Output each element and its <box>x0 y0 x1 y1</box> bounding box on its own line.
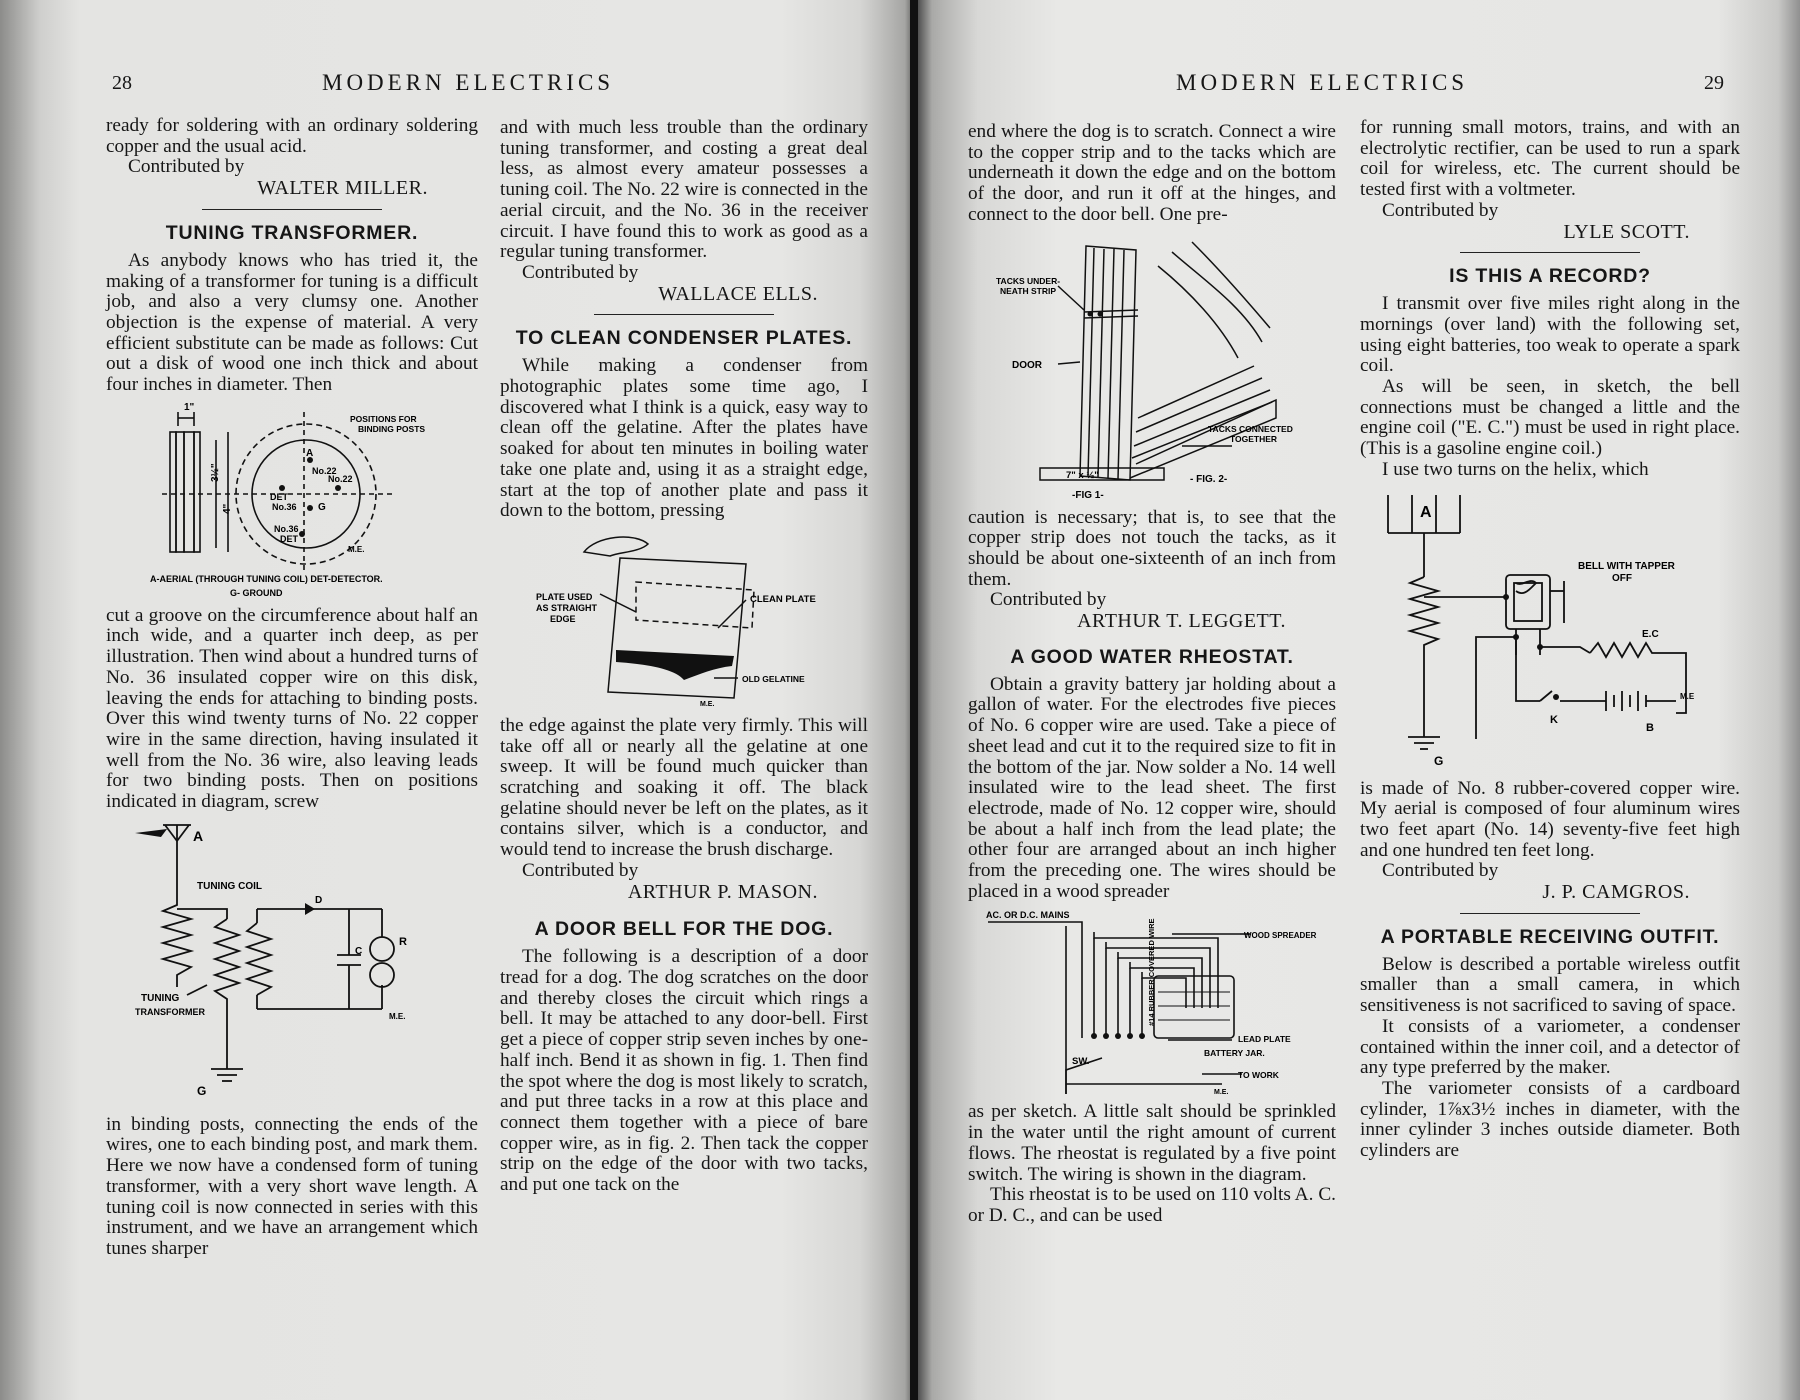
page-number: 28 <box>112 72 132 94</box>
paragraph: cut a groove on the circumference about half an inch wide, and a quarter inch deep, as per illustration. Then wind about a hundred turns of No. 36 insulated copper wire on this disk, leaving the ends for attaching to binding posts. Over this wind twenty turns of No. 22 copper wire in the same direction, having insulated it well from the No. 36 wire, also leaving leads for two binding posts. Then on positions indicated in diagram, screw <box>106 604 478 813</box>
diagram-label: LEAD PLATE <box>1238 1034 1291 1045</box>
diagram-label: DET <box>270 491 288 502</box>
diagram-label: A <box>193 827 204 844</box>
diagram-label: TACKS UNDER- <box>996 275 1061 286</box>
paragraph: in binding posts, connecting the ends of the wires, one to each binding post, and mark them. Here we now have a condensed form of tuning transformer, with a very short wave length. A tuning coil is now connected in series with this instrument, and we have an arrangement which tunes sharper <box>106 1113 478 1259</box>
contributed-by: Contributed by <box>1382 199 1499 221</box>
left-column-1 <box>106 116 478 1260</box>
article-heading: TO CLEAN CONDENSER PLATES. <box>515 327 853 350</box>
diagram-label: No.36 <box>272 501 297 512</box>
dimension-label: 3½" <box>210 463 221 482</box>
section-rule <box>1460 913 1640 914</box>
contributed-by: Contributed by <box>522 859 639 881</box>
paragraph: The following is a description of a door tread for a dog. The dog scratches on the door and thereby closes the circuit which rings a bell. It may be attached to any door-bell. First get a piece of copper strip seven inches by one-half inch. Bend it as shown in fig. 1. Then find the spot where the dog is most likely to scratch, and put three tacks in a row at this place and connect them together with a piece of bare copper wire, as in fig. 2. Then tack the copper strip on the edge of the door with two tacks, and put one tack on the <box>500 946 868 1196</box>
diagram-label: K <box>1550 713 1558 726</box>
diagram-label: No.36 <box>274 523 299 534</box>
author-signature: WALLACE ELLS. <box>658 282 818 305</box>
diagram-label: EDGE <box>550 613 576 624</box>
diagram-label: AS STRAIGHT <box>536 602 598 613</box>
article-heading: A GOOD WATER RHEOSTAT. <box>1010 645 1294 668</box>
paragraph: This rheostat is to be used on 110 volts A. C. or D. C., and can be used <box>968 1184 1336 1226</box>
right-column-1 <box>968 122 1336 1227</box>
section-rule <box>594 314 774 315</box>
diagram-label: 7" x ½" <box>1066 469 1099 481</box>
right-column-2 <box>1360 118 1740 1162</box>
author-signature: ARTHUR T. LEGGETT. <box>1077 610 1286 633</box>
diagram-label: PLATE USED <box>536 591 593 602</box>
diagram-label: B <box>1646 721 1654 734</box>
paragraph: ready for soldering with an ordinary soldering copper and the usual acid. <box>106 115 478 157</box>
article-heading: A DOOR BELL FOR THE DOG. <box>534 918 834 941</box>
diagram-label: G <box>1434 753 1444 768</box>
diagram-label: BATTERY JAR. <box>1204 1048 1265 1059</box>
diagram-label: M.E. <box>389 1011 406 1021</box>
figure-caption: G- GROUND <box>230 587 283 598</box>
diagram-label: DET <box>280 533 298 544</box>
diagram-label: TRANSFORMER <box>135 1006 205 1017</box>
page-number: 29 <box>1704 72 1724 94</box>
diagram-label: E.C <box>1642 628 1659 640</box>
diagram-label: #14 RUBBER COVERED WIRE <box>1147 918 1156 1027</box>
diagram-label: OFF <box>1612 572 1632 584</box>
diagram-label: AC. OR D.C. MAINS <box>986 910 1070 921</box>
diagram-label: D <box>315 894 323 906</box>
figure-caption: -FIG 1- <box>1072 489 1104 501</box>
diagram-label: M.E. <box>700 700 715 708</box>
section-rule <box>1460 252 1640 253</box>
paragraph: Obtain a gravity battery jar holding about a gallon of water. For the electrodes five pieces of No. 6 copper wire are used. Take a piece of sheet lead and cut it to the required size to fit in the bottom of the jar. Now solder a No. 14 well insulated wire to the lead sheet. The first electrode, made of No. 12 copper wire, should be about a half inch from the lead plate; the other four are arranged about an inch higher from the preceding one. The wires should be placed in a wood spreader <box>968 673 1336 902</box>
diagram-label: C <box>355 945 363 957</box>
article-heading: TUNING TRANSFORMER. <box>165 221 419 244</box>
diagram-label: A <box>306 447 314 459</box>
diagram-label: TUNING <box>141 992 180 1004</box>
diagram-label: BELL WITH TAPPER <box>1578 560 1675 572</box>
contributed-by: Contributed by <box>128 156 245 178</box>
dimension-label: 4" <box>222 503 233 514</box>
diagram-label: No.22 <box>312 465 337 476</box>
paragraph: While making a condenser from photographic plates some time ago, I discovered what I think is a quick, easy way to clean off the gelatine. After the plates have soaked for about ten minutes in boiling water take one plate and, using it as a straight edge, start at the top of another plate and pass it down to the bottom, pressing <box>500 355 868 522</box>
diagram-label: BINDING POSTS <box>358 423 426 434</box>
paragraph: As anybody knows who has tried it, the making of a transformer for tuning is a difficult job, and also a very clumsy one. Another objection is the expense of material. A very efficient substitute can be made as follows: Cut out a disk of wood one inch thick and about four inches in diameter. Then <box>106 249 478 396</box>
author-signature: ARTHUR P. MASON. <box>627 880 818 903</box>
running-head: MODERN ELECTRICS <box>1176 70 1469 95</box>
paragraph: The variometer consists of a cardboard cylinder, 1⅞x3½ inches in diameter, with the inner cylinder 3 inches outside diameter. Both cylinders are <box>1360 1077 1740 1162</box>
water-rheostat-diagram <box>982 908 1322 1096</box>
paragraph: is made of No. 8 rubber-covered copper wire. My aerial is composed of four aluminum wires two feet apart (No. 14) seventy-five feet high and one hundred ten feet long. <box>1360 777 1740 861</box>
article-heading: IS THIS A RECORD? <box>1449 265 1651 288</box>
door-bell-diagram <box>982 232 1322 502</box>
diagram-label: R <box>399 935 407 948</box>
paragraph: as per sketch. A little salt should be sprinkled in the water until the right amount of current flows. The rheostat is regulated by a five point switch. The wiring is shown in the diagram. <box>968 1101 1336 1185</box>
figure-caption: - FIG. 2- <box>1190 473 1228 485</box>
paragraph: end where the dog is to scratch. Connect a wire to the copper strip and to the tacks which are underneath it down the edge and on the bottom of the door, and run it off at the hinges, and connect to the door bell. One pre- <box>968 121 1336 225</box>
diagram-label: OLD GELATINE <box>742 673 805 684</box>
diagram-label: CLEAN PLATE <box>750 593 816 605</box>
paragraph: It consists of a variometer, a condenser contained within the inner coil, and a detector of any type preferred by the maker. <box>1360 1015 1740 1079</box>
diagram-label: No.22 <box>328 473 353 484</box>
paragraph: I transmit over five miles right along in the mornings (over land) with the following set, using eight batteries, too weak to operate a spark coil. <box>1360 293 1740 377</box>
diagram-label: SW. <box>1072 1056 1090 1068</box>
tuning-transformer-diagram <box>132 402 452 600</box>
diagram-label: M.E. <box>348 544 365 554</box>
figure-caption: A-AERIAL (THROUGH TUNING COIL) DET-DETECTOR. <box>150 573 383 584</box>
right-page <box>918 0 1800 1400</box>
diagram-label: M.E. <box>1214 1089 1229 1097</box>
contributed-by: Contributed by <box>990 589 1107 611</box>
diagram-label: TOGETHER <box>1230 433 1278 444</box>
diagram-label: TO WORK <box>1238 1070 1279 1081</box>
diagram-label: NEATH STRIP <box>1000 285 1057 296</box>
diagram-label: A <box>1420 503 1432 521</box>
contributed-by: Contributed by <box>1382 860 1499 882</box>
diagram-label: G <box>197 1083 207 1098</box>
diagram-label: POSITIONS FOR <box>350 413 417 424</box>
paragraph: for running small motors, trains, and with an electrolytic rectifier, can be used to run a spark coil for wireless, etc. The current should be tested first with a voltmeter. <box>1360 117 1740 201</box>
article-heading: A PORTABLE RECEIVING OUTFIT. <box>1380 925 1720 948</box>
diagram-label: M.E <box>1680 691 1695 701</box>
section-rule <box>202 209 382 210</box>
diagram-label: G <box>318 501 326 513</box>
diagram-label: TUNING COIL <box>197 880 262 892</box>
diagram-label: WOOD SPREADER <box>1244 931 1317 941</box>
left-column-2 <box>500 118 868 1196</box>
paragraph: I use two turns on the helix, which <box>1382 458 1649 480</box>
paragraph: and with much less trouble than the ordinary tuning transformer, and costing a great deal less, as almost every amateur possesses a tuning coil. The No. 22 wire is connected in the aerial circuit, and the No. 36 in the receiver circuit. I have found this to work as good as a regular tuning transformer. <box>500 117 868 263</box>
paragraph: the edge against the plate very firmly. This will take off all or nearly all the gelatine at one sweep. It will be found much quicker than scratching and soaking it off. The black gelatine should never be left on the plates, as it contains silver, which is a conductor, and would tend to increase the brush discharge. <box>500 714 868 861</box>
condenser-plate-diagram <box>524 528 844 710</box>
diagram-label: TACKS CONNECTED <box>1208 423 1293 434</box>
paragraph: caution is necessary; that is, to see that the copper strip does not touch the tacks, as it should be about one-sixteenth of an inch from them. <box>968 506 1336 590</box>
paragraph: As will be seen, in sketch, the bell connections must be changed a little and the engine coil ("E. C.") must be used in right place. (This is a gasoline engine coil.) <box>1360 376 1740 460</box>
running-head: MODERN ELECTRICS <box>322 70 615 95</box>
author-signature: J. P. CAMGROS. <box>1542 881 1690 904</box>
tuning-coil-circuit-diagram <box>127 819 457 1109</box>
contributed-by: Contributed by <box>522 261 639 283</box>
dimension-label: 1" <box>184 401 195 413</box>
paragraph: Below is described a portable wireless outfit smaller than a small camera, in which sensitiveness is not sacrificed to saving of space. <box>1360 953 1740 1017</box>
diagram-label: DOOR <box>1012 359 1042 371</box>
author-signature: WALTER MILLER. <box>257 177 428 200</box>
transmitter-circuit-diagram <box>1380 487 1720 773</box>
author-signature: LYLE SCOTT. <box>1563 220 1690 243</box>
